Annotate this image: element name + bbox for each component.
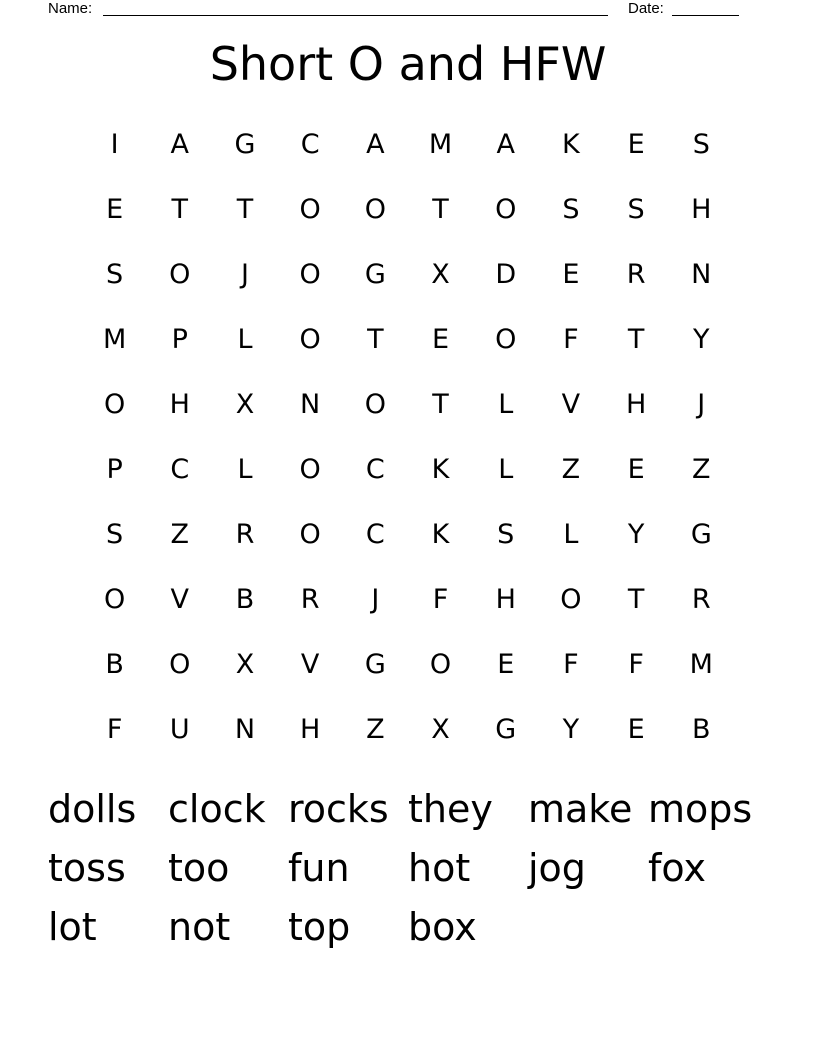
grid-letter[interactable]: O bbox=[495, 324, 517, 355]
grid-letter[interactable]: S bbox=[627, 194, 645, 225]
grid-letter[interactable]: R bbox=[691, 584, 711, 615]
grid-letter[interactable]: X bbox=[235, 389, 255, 420]
grid-letter[interactable]: M bbox=[428, 129, 453, 160]
grid-letter[interactable]: O bbox=[495, 194, 517, 225]
grid-letter[interactable]: K bbox=[562, 129, 580, 160]
word-bank-word: dolls bbox=[48, 787, 137, 831]
grid-letter[interactable]: S bbox=[692, 129, 710, 160]
grid-letter[interactable]: R bbox=[626, 259, 646, 290]
grid-letter[interactable]: E bbox=[432, 324, 450, 355]
grid-letter[interactable]: L bbox=[498, 389, 514, 420]
grid-letter[interactable]: O bbox=[299, 454, 321, 485]
grid-letter[interactable]: X bbox=[431, 259, 450, 290]
grid-letter[interactable]: Y bbox=[627, 519, 645, 550]
grid-row bbox=[82, 567, 734, 632]
grid-row bbox=[82, 177, 734, 242]
grid-letter[interactable]: J bbox=[697, 389, 706, 420]
grid-letter[interactable]: R bbox=[235, 519, 255, 550]
grid-letter[interactable]: V bbox=[561, 389, 581, 420]
grid-letter[interactable]: Z bbox=[561, 454, 581, 485]
grid-row bbox=[82, 697, 734, 762]
grid-letter[interactable]: L bbox=[237, 454, 253, 485]
grid-letter[interactable]: H bbox=[625, 389, 647, 420]
grid-letter[interactable]: X bbox=[235, 649, 255, 680]
word-bank-row bbox=[48, 898, 768, 957]
grid-letter[interactable]: F bbox=[628, 649, 644, 680]
grid-letter[interactable]: O bbox=[299, 194, 321, 225]
word-bank-word: clock bbox=[168, 787, 266, 831]
grid-letter[interactable]: C bbox=[365, 454, 385, 485]
grid-letter[interactable]: S bbox=[106, 519, 124, 550]
grid-row bbox=[82, 372, 734, 437]
word-bank-word: top bbox=[288, 905, 351, 949]
grid-letter[interactable]: J bbox=[371, 584, 380, 615]
word-bank-word: fox bbox=[648, 846, 706, 890]
grid-letter[interactable]: B bbox=[105, 649, 124, 680]
grid-letter[interactable]: K bbox=[431, 454, 450, 485]
word-bank-word: hot bbox=[408, 846, 471, 890]
grid-letter[interactable]: E bbox=[627, 129, 645, 160]
grid-letter[interactable]: O bbox=[169, 649, 191, 680]
grid-letter[interactable]: A bbox=[366, 129, 385, 160]
grid-letter[interactable]: E bbox=[627, 454, 645, 485]
grid-letter[interactable]: H bbox=[169, 389, 190, 420]
grid-letter[interactable]: N bbox=[234, 714, 256, 745]
grid-letter[interactable]: J bbox=[240, 259, 249, 290]
grid-letter[interactable]: E bbox=[497, 649, 515, 680]
grid-letter[interactable]: K bbox=[431, 519, 450, 550]
grid-letter[interactable]: B bbox=[235, 584, 255, 615]
grid-letter[interactable]: O bbox=[299, 519, 321, 550]
grid-letter[interactable]: H bbox=[495, 584, 516, 615]
word-bank-row bbox=[48, 839, 768, 898]
grid-letter[interactable]: O bbox=[103, 584, 126, 615]
grid-letter[interactable]: F bbox=[563, 649, 579, 680]
grid-letter[interactable]: H bbox=[300, 714, 321, 745]
word-bank-word: toss bbox=[48, 846, 126, 890]
word-bank-word: jog bbox=[528, 846, 586, 890]
grid-row bbox=[82, 242, 734, 307]
grid-letter[interactable]: T bbox=[627, 584, 645, 615]
page-title: Short O and HFW bbox=[209, 37, 607, 91]
grid-letter[interactable]: L bbox=[237, 324, 253, 355]
word-bank-word: not bbox=[168, 905, 231, 949]
grid-row bbox=[82, 112, 734, 177]
grid-letter[interactable]: S bbox=[106, 259, 124, 290]
grid-letter[interactable]: S bbox=[562, 194, 580, 225]
grid-letter[interactable]: O bbox=[299, 259, 321, 290]
grid-letter[interactable]: D bbox=[495, 259, 517, 290]
grid-letter[interactable]: Z bbox=[170, 519, 190, 550]
word-bank-word: box bbox=[408, 905, 477, 949]
word-search-grid bbox=[82, 112, 734, 762]
grid-letter[interactable]: L bbox=[563, 519, 579, 550]
grid-letter[interactable]: F bbox=[563, 324, 579, 355]
word-bank-word: mops bbox=[648, 787, 753, 831]
grid-row bbox=[82, 307, 734, 372]
grid-letter[interactable]: O bbox=[364, 194, 386, 225]
grid-letter[interactable]: M bbox=[102, 324, 127, 355]
grid-letter[interactable]: Y bbox=[693, 324, 710, 355]
grid-letter[interactable]: G bbox=[690, 519, 712, 550]
grid-letter[interactable]: O bbox=[560, 584, 582, 615]
grid-letter[interactable]: G bbox=[234, 129, 256, 160]
grid-letter[interactable]: C bbox=[365, 519, 385, 550]
word-bank-word: too bbox=[168, 846, 230, 890]
grid-letter[interactable]: N bbox=[691, 259, 712, 290]
grid-letter[interactable]: V bbox=[170, 584, 190, 615]
grid-letter[interactable]: O bbox=[103, 389, 126, 420]
grid-letter[interactable]: O bbox=[299, 324, 321, 355]
worksheet-header bbox=[48, 0, 748, 20]
grid-letter[interactable]: P bbox=[171, 324, 188, 355]
grid-letter[interactable]: C bbox=[170, 454, 190, 485]
word-bank-word: they bbox=[408, 787, 493, 831]
name-blank-line[interactable] bbox=[103, 15, 608, 16]
grid-letter[interactable]: X bbox=[431, 714, 450, 745]
grid-letter[interactable]: G bbox=[364, 649, 386, 680]
grid-letter[interactable]: G bbox=[364, 259, 386, 290]
grid-letter[interactable]: C bbox=[300, 129, 320, 160]
grid-letter[interactable]: L bbox=[498, 454, 514, 485]
grid-letter[interactable]: F bbox=[106, 714, 123, 745]
grid-letter[interactable]: E bbox=[627, 714, 645, 745]
word-bank-word: make bbox=[528, 787, 633, 831]
grid-letter[interactable]: A bbox=[496, 129, 515, 160]
grid-letter[interactable]: O bbox=[169, 259, 191, 290]
grid-letter[interactable]: E bbox=[106, 194, 124, 225]
date-blank-line[interactable] bbox=[672, 15, 739, 16]
word-bank-word: lot bbox=[48, 905, 97, 949]
date-label: Date: bbox=[628, 0, 664, 17]
grid-letter[interactable]: T bbox=[171, 194, 189, 225]
grid-letter[interactable]: Y bbox=[562, 714, 580, 745]
grid-letter[interactable]: G bbox=[495, 714, 517, 745]
grid-letter[interactable]: I bbox=[110, 129, 119, 160]
grid-letter[interactable]: T bbox=[627, 324, 645, 355]
grid-letter[interactable]: Z bbox=[366, 714, 385, 745]
grid-letter[interactable]: Z bbox=[692, 454, 711, 485]
word-bank-row bbox=[48, 780, 768, 839]
grid-letter[interactable]: T bbox=[236, 194, 254, 225]
grid-letter[interactable]: A bbox=[170, 129, 190, 160]
grid-letter[interactable]: F bbox=[432, 584, 449, 615]
grid-letter[interactable]: T bbox=[367, 324, 384, 355]
grid-row bbox=[82, 437, 734, 502]
grid-letter[interactable]: B bbox=[692, 714, 711, 745]
grid-letter[interactable]: M bbox=[689, 649, 713, 680]
grid-row bbox=[82, 502, 734, 567]
grid-letter[interactable]: T bbox=[432, 194, 449, 225]
grid-letter[interactable]: N bbox=[300, 389, 321, 420]
grid-letter[interactable]: U bbox=[169, 714, 190, 745]
grid-letter[interactable]: T bbox=[432, 389, 449, 420]
grid-letter[interactable]: P bbox=[106, 454, 123, 485]
grid-letter[interactable]: O bbox=[429, 649, 452, 680]
name-label: Name: bbox=[48, 0, 93, 17]
word-bank-word: rocks bbox=[288, 787, 389, 831]
grid-letter[interactable]: E bbox=[562, 259, 580, 290]
grid-row bbox=[82, 632, 734, 697]
grid-letter[interactable]: R bbox=[300, 584, 320, 615]
grid-letter[interactable]: O bbox=[364, 389, 386, 420]
grid-letter[interactable]: H bbox=[691, 194, 712, 225]
word-bank bbox=[48, 780, 768, 957]
grid-letter[interactable]: S bbox=[497, 519, 515, 550]
word-bank-word: fun bbox=[288, 846, 350, 890]
grid-letter[interactable]: V bbox=[300, 649, 320, 680]
